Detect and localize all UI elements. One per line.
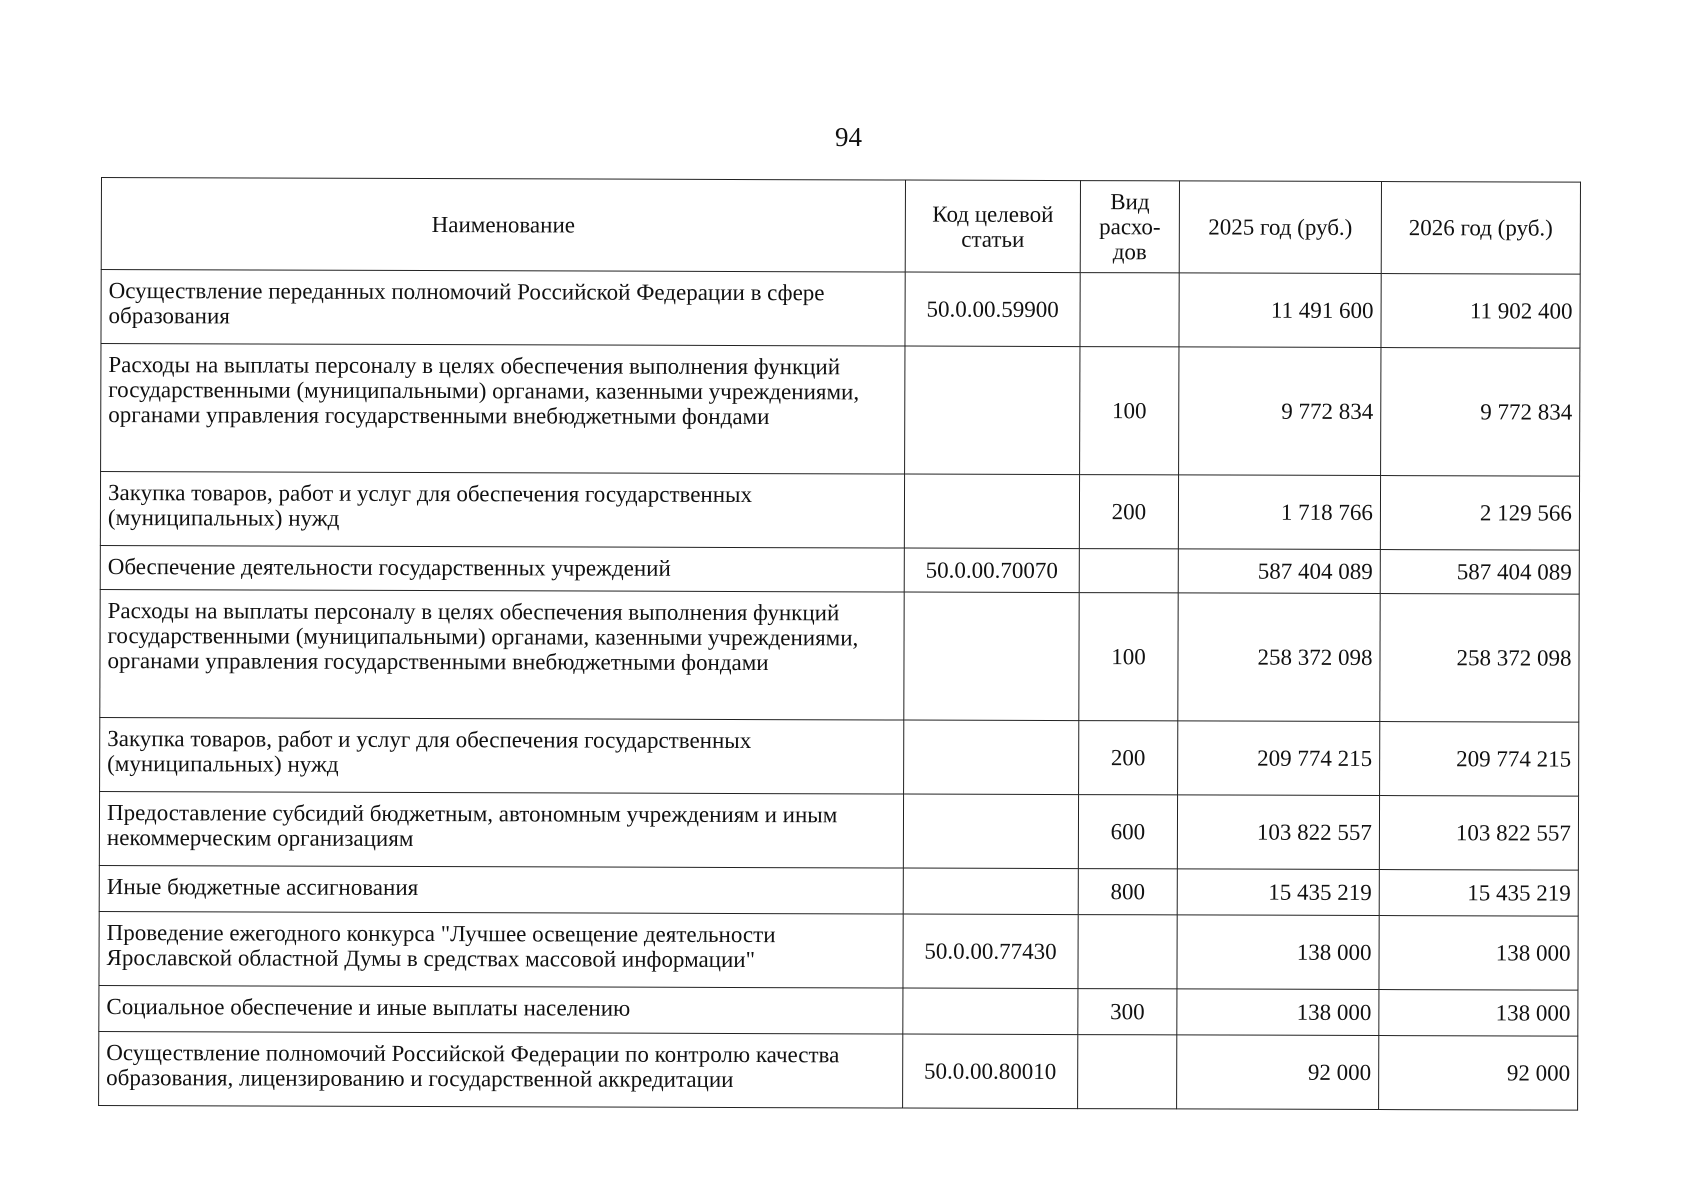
- row-2026: 138 000: [1379, 990, 1578, 1037]
- row-2025: 92 000: [1177, 1035, 1379, 1110]
- row-name: Закупка товаров, работ и услуг для обеспечения государственных (муниципальных) нужд: [100, 717, 904, 794]
- row-2026: 103 822 557: [1379, 796, 1578, 871]
- row-code: [903, 794, 1078, 869]
- row-2025: 138 000: [1177, 989, 1379, 1036]
- row-kind: [1079, 549, 1178, 593]
- header-kind: Вид расхо-дов: [1080, 181, 1179, 273]
- row-2026: 92 000: [1379, 1036, 1578, 1111]
- table-row: [99, 1031, 1578, 1110]
- row-name: Социальное обеспечение и иные выплаты населению: [99, 985, 903, 1034]
- row-kind: 200: [1079, 721, 1178, 795]
- header-2025: 2025 год (руб.): [1179, 181, 1381, 274]
- row-kind: [1078, 915, 1177, 989]
- row-2026: 258 372 098: [1380, 594, 1579, 723]
- row-kind: 300: [1078, 989, 1177, 1035]
- table-row: [99, 865, 1578, 916]
- row-2026: 138 000: [1379, 916, 1578, 991]
- row-kind: 200: [1079, 475, 1178, 549]
- row-code: [904, 720, 1079, 795]
- row-code: [904, 474, 1079, 549]
- row-2026: 15 435 219: [1379, 870, 1578, 917]
- row-code: 50.0.00.80010: [903, 1034, 1078, 1109]
- row-code: 50.0.00.59900: [905, 272, 1080, 347]
- row-2025: 209 774 215: [1178, 721, 1380, 796]
- table-row: [100, 717, 1579, 796]
- row-2025: 11 491 600: [1179, 273, 1381, 348]
- row-2025: 103 822 557: [1177, 795, 1379, 870]
- row-code: [905, 346, 1080, 475]
- row-name: Иные бюджетные ассигнования: [99, 865, 903, 914]
- table-row: [101, 344, 1580, 477]
- row-2026: 11 902 400: [1381, 274, 1580, 349]
- table-row: [99, 985, 1578, 1036]
- row-code: [903, 988, 1078, 1035]
- row-code: [904, 592, 1079, 721]
- row-code: [903, 868, 1078, 915]
- row-code: 50.0.00.77430: [903, 914, 1078, 989]
- row-2025: 15 435 219: [1177, 869, 1379, 916]
- row-name: Расходы на выплаты персоналу в целях обеспечения выполнения функций государственными (муниципальными) органами, казенными учреждениями, органами управления государственными внебюджетными фондами: [100, 589, 904, 720]
- row-kind: 600: [1078, 795, 1177, 869]
- row-name: Расходы на выплаты персоналу в целях обеспечения выполнения функций государственными (муниципальными) органами, казенными учреждениями, органами управления государственными внебюджетными фондами: [101, 344, 905, 475]
- row-name: Обеспечение деятельности государственных учреждений: [100, 545, 904, 592]
- row-kind: [1078, 1035, 1177, 1109]
- row-kind: [1080, 273, 1179, 347]
- row-name: Закупка товаров, работ и услуг для обеспечения государственных (муниципальных) нужд: [100, 472, 904, 549]
- row-2025: 258 372 098: [1178, 593, 1380, 722]
- row-name: Осуществление переданных полномочий Российской Федерации в сфере образования: [101, 270, 905, 347]
- row-2026: 209 774 215: [1380, 722, 1579, 797]
- table-row: [100, 545, 1579, 594]
- row-2025: 587 404 089: [1178, 549, 1380, 594]
- row-kind: 100: [1079, 593, 1178, 721]
- row-2025: 1 718 766: [1178, 475, 1380, 550]
- header-2026: 2026 год (руб.): [1381, 182, 1580, 275]
- row-name: Осуществление полномочий Российской Федерации по контролю качества образования, лицензированию и государственной аккредитации: [99, 1031, 903, 1108]
- table-row: [100, 589, 1579, 722]
- row-2026: 9 772 834: [1381, 348, 1580, 477]
- row-2025: 138 000: [1177, 915, 1379, 990]
- row-2026: 2 129 566: [1380, 476, 1579, 551]
- header-name: Наименование: [101, 178, 905, 273]
- page-number: 94: [835, 122, 862, 152]
- row-name: Предоставление субсидий бюджетным, автономным учреждениям и иным некоммерческим организациям: [99, 791, 903, 868]
- row-2026: 587 404 089: [1380, 550, 1579, 595]
- table-row: [100, 472, 1579, 551]
- row-code: 50.0.00.70070: [904, 548, 1079, 593]
- row-kind: 800: [1078, 869, 1177, 915]
- header-code: Код целевой статьи: [905, 180, 1080, 273]
- row-name: Проведение ежегодного конкурса "Лучшее освещение деятельности Ярославской областной Думы в средствах массовой информации": [99, 911, 903, 988]
- table-row: [99, 911, 1578, 990]
- table-row: [99, 791, 1578, 870]
- row-kind: 100: [1080, 347, 1179, 475]
- table-row: [101, 270, 1580, 349]
- table-header-row: [101, 178, 1580, 275]
- budget-table: [98, 177, 1581, 1111]
- row-2025: 9 772 834: [1179, 347, 1381, 476]
